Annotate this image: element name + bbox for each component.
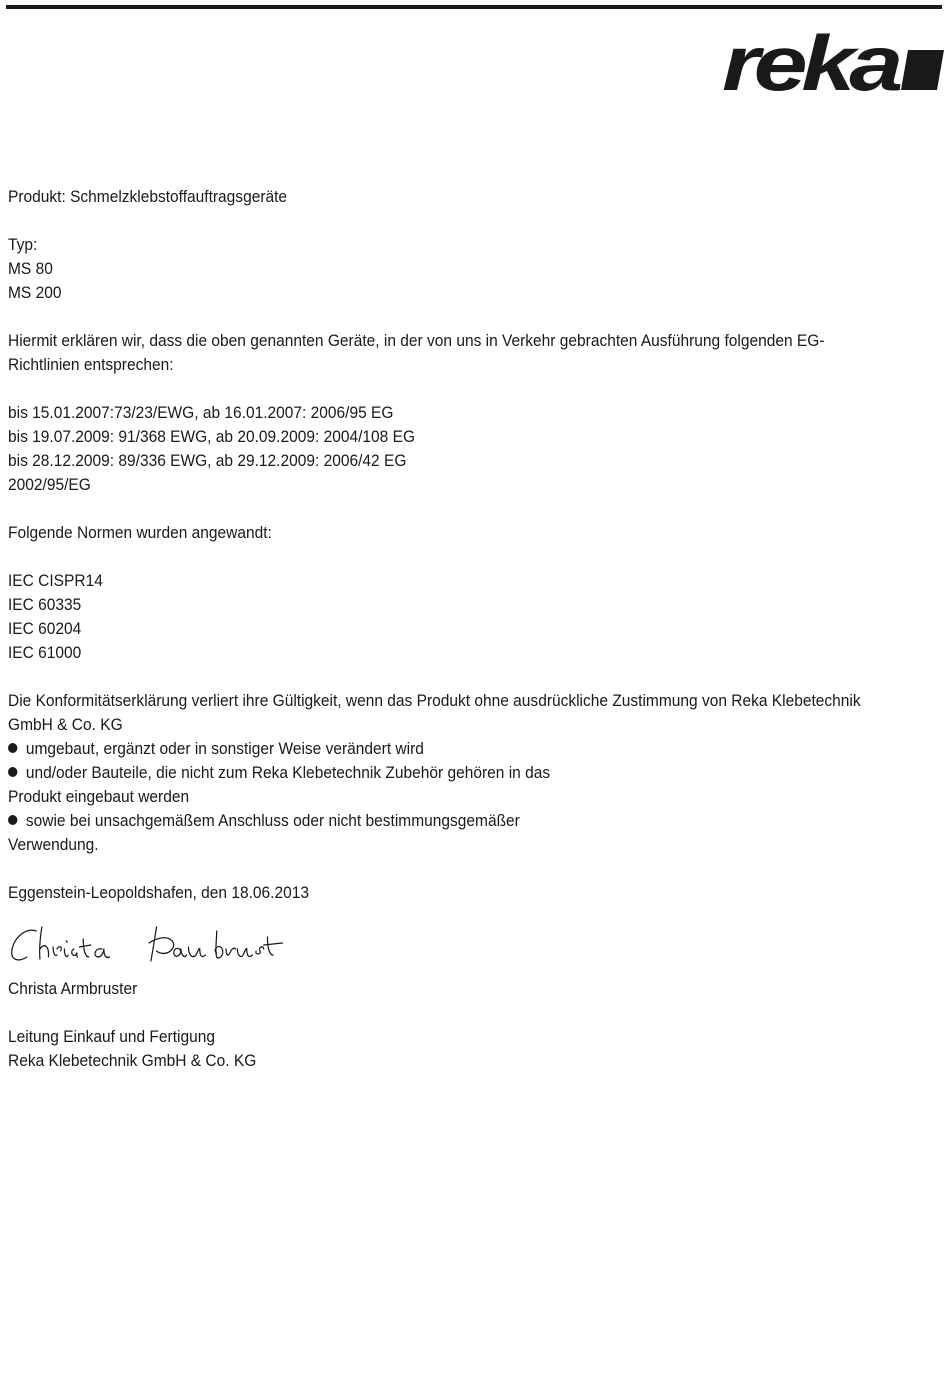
norm-item: IEC 61000	[8, 644, 82, 662]
norm-item: IEC CISPR14	[8, 572, 103, 590]
bullet-icon	[8, 767, 17, 777]
declaration-body	[8, 185, 878, 1073]
validity-bullet-continuation: Produkt eingebaut werden	[8, 788, 190, 806]
handwritten-signature	[8, 921, 290, 969]
product-line: Produkt: Schmelzklebstoffauftragsgeräte	[8, 188, 288, 206]
validity-intro: Die Konformitätserklärung verliert ihre Gültigkeit, wenn das Produkt ohne ausdrückliche Zustimmung von Reka Klebetechnik GmbH & Co. KG	[8, 692, 861, 734]
signer-position: Leitung Einkauf und Fertigung	[8, 1028, 215, 1046]
place-date: Eggenstein-Leopoldshafen, den 18.06.2013	[8, 884, 309, 902]
logo-block	[901, 50, 944, 90]
signer-company: Reka Klebetechnik GmbH & Co. KG	[8, 1052, 257, 1070]
model-item: MS 80	[8, 260, 53, 278]
signer-name: Christa Armbruster	[8, 980, 138, 998]
model-item: MS 200	[8, 284, 62, 302]
validity-bullet: sowie bei unsachgemäßem Anschluss oder nicht bestimmungsgemäßer	[8, 809, 878, 833]
validity-bullet: und/oder Bauteile, die nicht zum Reka Klebetechnik Zubehör gehören in das	[8, 761, 878, 785]
declaration-text: Hiermit erklären wir, dass die oben genannten Geräte, in der von uns in Verkehr gebrachten Ausführung folgenden EG-Richtlinien entsprechen:	[8, 332, 825, 374]
validity-bullet-continuation: Verwendung.	[8, 836, 99, 854]
bullet-icon	[8, 743, 17, 753]
directive-item: bis 19.07.2009: 91/368 EWG, ab 20.09.2009: 2004/108 EG	[8, 428, 416, 446]
norm-item: IEC 60335	[8, 596, 82, 614]
directive-item: 2002/95/EG	[8, 476, 91, 494]
norms-intro: Folgende Normen wurden angewandt:	[8, 524, 272, 542]
logo-text: reka	[722, 26, 902, 96]
top-rule	[6, 5, 942, 9]
type-label: Typ:	[8, 236, 38, 254]
norm-item: IEC 60204	[8, 620, 82, 638]
reka-logo	[722, 26, 944, 96]
validity-bullet: umgebaut, ergänzt oder in sonstiger Weise verändert wird	[8, 737, 878, 761]
directive-item: bis 15.01.2007:73/23/EWG, ab 16.01.2007: 2006/95 EG	[8, 404, 394, 422]
directive-item: bis 28.12.2009: 89/336 EWG, ab 29.12.2009: 2006/42 EG	[8, 452, 407, 470]
bullet-icon	[8, 815, 17, 825]
